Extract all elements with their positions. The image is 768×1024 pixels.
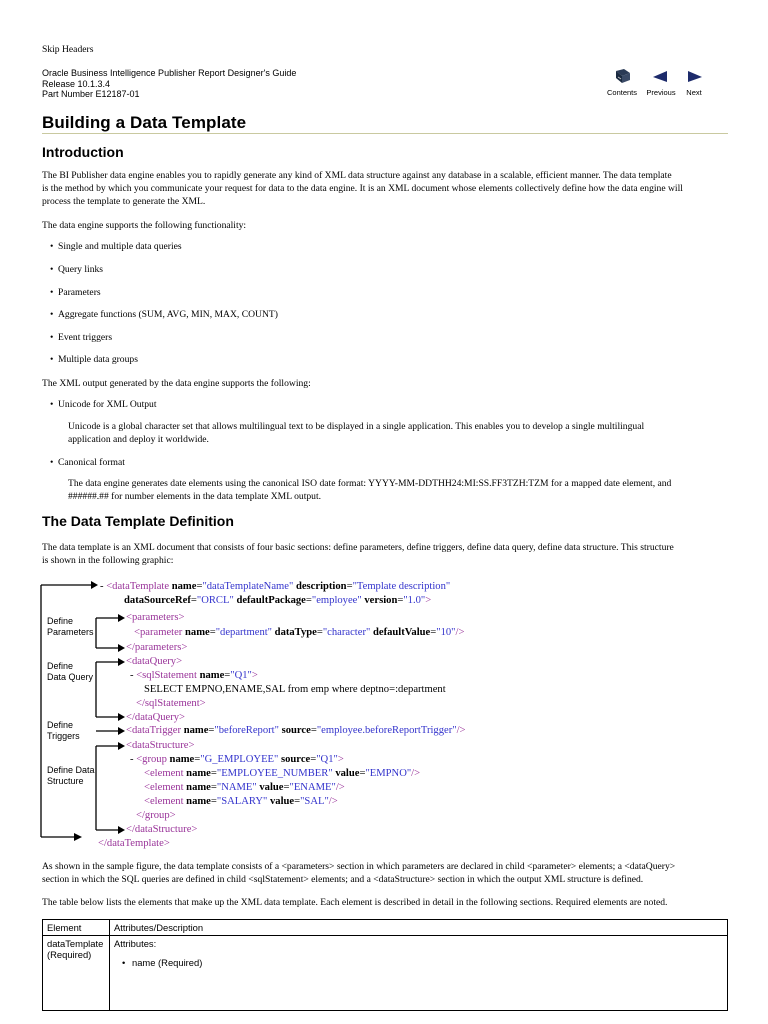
xml-value: "Template description"	[352, 581, 451, 592]
xml-attr: version	[364, 595, 398, 606]
xml-line: <dataTrigger name="beforeReport" source="employee.beforeReportTrigger"/>	[126, 725, 466, 736]
xml-value: "beforeReport"	[214, 725, 279, 736]
definition-p1-line1: The data template is an XML document that consists of four basic sections: define parameters, define triggers, define data query, define data structure. This structure	[42, 542, 674, 553]
xml-line: <dataQuery>	[126, 656, 183, 667]
xml-attr: value	[269, 796, 295, 807]
xml-attr: dataSourceRef	[124, 595, 191, 606]
xml-line: </dataQuery>	[126, 712, 186, 723]
release: Release 10.1.3.4	[42, 78, 111, 89]
intro-p3: The XML output generated by the data engine supports the following:	[42, 378, 311, 389]
label-define-triggers	[47, 720, 80, 742]
output-desc-line: The data engine generates date elements using the canonical ISO date format: YYYY-MM-DDTHH24:MI:SS.FF3TZH:TZM for a mapped date element, and	[68, 478, 672, 489]
xml-value: "employee"	[311, 595, 362, 606]
previous-label: Previous	[646, 88, 676, 97]
intro-paragraph	[42, 169, 683, 208]
list-item: • Unicode for XML Output	[50, 399, 157, 410]
intro-heading: Introduction	[42, 144, 124, 160]
collapse-dash: -	[130, 754, 134, 765]
xml-tag: parameter	[139, 627, 183, 638]
xml-attr: name	[199, 670, 225, 681]
definition-p3: The table below lists the elements that make up the XML data template. Each element is described in detail in the following sections. Required elements are noted.	[42, 897, 668, 908]
xml-attr: source	[281, 754, 311, 765]
xml-tag: dataQuery	[131, 656, 177, 667]
xml-value: "SAL"	[300, 796, 329, 807]
definition-p2-line1: As shown in the sample figure, the data template consists of a <parameters> section in which parameters are declared in child <parameter> elements; a <dataQuery>	[42, 861, 676, 872]
output-desc-line: application and deploy it worldwide.	[68, 434, 209, 445]
label-text: Triggers	[47, 731, 80, 741]
xml-attr: defaultValue	[372, 627, 431, 638]
definition-p2-line2: section in which the SQL queries are defined in child <sqlStatement> elements; and a <dataStructure> section in which the output XML structure is defined.	[42, 874, 644, 885]
elements-table	[42, 919, 728, 1011]
xml-value: "ORCL"	[196, 595, 234, 606]
xml-value: "EMPLOYEE_NUMBER"	[216, 768, 333, 779]
definition-p2	[42, 860, 675, 886]
title-divider	[42, 133, 728, 134]
label-text: Define	[47, 661, 74, 671]
output-desc-line: ######.## for number elements in the data template XML output.	[68, 491, 322, 502]
arrow-left-icon	[651, 68, 671, 84]
list-item: • name (Required)	[122, 957, 203, 968]
skip-headers-link[interactable]: Skip Headers	[42, 44, 94, 55]
label-text: Structure	[47, 776, 84, 786]
page-title: Building a Data Template	[42, 113, 247, 132]
xml-tag: dataTrigger	[131, 725, 182, 736]
xml-value: "employee.beforeReportTrigger"	[316, 725, 457, 736]
xml-value: "10"	[436, 627, 456, 638]
table-row	[43, 936, 728, 1011]
element-required: (Required)	[47, 949, 92, 960]
xml-attr: value	[259, 782, 284, 793]
intro-p1-line2: is the method by which you communicate your request for data to the data engine. It is an XML document whose elements collectively define how the data engine will	[42, 183, 683, 194]
list-item: • Aggregate functions (SUM, AVG, MIN, MAX, COUNT)	[50, 309, 278, 320]
xml-tag: group	[142, 754, 167, 765]
element-name: dataTemplate	[47, 938, 104, 949]
xml-line: <element name="EMPLOYEE_NUMBER" value="EMPNO"/>	[144, 768, 421, 779]
next-button[interactable]	[680, 68, 708, 98]
xml-attr: dataType	[274, 627, 317, 638]
list-item: • Multiple data groups	[50, 354, 138, 365]
xml-attr: name	[169, 754, 195, 765]
definition-heading: The Data Template Definition	[42, 513, 234, 529]
book-info	[42, 68, 296, 100]
attribute-item: name (Required)	[132, 957, 203, 968]
intro-p2: The data engine supports the following functionality:	[42, 220, 247, 231]
xml-line: <dataStructure>	[126, 740, 195, 751]
xml-value: "NAME"	[216, 782, 257, 793]
attributes-label: Attributes:	[114, 938, 157, 949]
output-desc	[68, 420, 644, 446]
list-item: • Parameters	[50, 287, 101, 298]
xml-tag: element	[149, 796, 184, 807]
xml-value: "Q1"	[316, 754, 338, 765]
definition-p1-line2: is shown in the following graphic:	[42, 555, 174, 566]
xml-tag: element	[149, 768, 184, 779]
xml-value: "dataTemplateName"	[202, 581, 294, 592]
xml-value: "character"	[322, 627, 371, 638]
table-cell-element	[43, 936, 110, 1011]
xml-attr: name	[185, 627, 210, 638]
collapse-dash: -	[100, 581, 104, 592]
xml-value: "1.0"	[403, 595, 426, 606]
xml-line: - <group name="G_EMPLOYEE" source="Q1">	[130, 754, 344, 765]
xml-attr: source	[281, 725, 311, 736]
label-text: Define Data	[47, 765, 95, 775]
xml-tag: parameters	[131, 612, 179, 623]
xml-line: <element name="SALARY" value="SAL"/>	[144, 796, 338, 807]
xml-value: "Q1"	[230, 670, 252, 681]
intro-p1-line3: process the template to generate the XML.	[42, 196, 206, 207]
output-desc	[68, 477, 671, 503]
label-text: Define	[47, 616, 74, 626]
nav-bar	[602, 68, 714, 100]
contents-label: Contents	[606, 88, 638, 97]
part-number: Part Number E12187-01	[42, 89, 140, 99]
label-text: Data Query	[47, 672, 94, 682]
xml-line: <parameter name="department" dataType="character" defaultValue="10"/>	[134, 627, 465, 638]
label-text: Define	[47, 720, 74, 730]
xml-attr: name	[171, 581, 197, 592]
xml-tag: sqlStatement	[142, 670, 197, 681]
xml-value: "G_EMPLOYEE"	[200, 754, 279, 765]
xml-attr: value	[335, 768, 360, 779]
xml-attr: description	[295, 581, 347, 592]
definition-paragraph	[42, 541, 674, 567]
xml-tag: group	[144, 810, 170, 821]
label-define-parameters	[47, 616, 94, 638]
xml-value: "EMPNO"	[365, 768, 412, 779]
book-title: Oracle Business Intelligence Publisher Report Designer's Guide	[42, 68, 297, 78]
list-item: • Query links	[50, 264, 104, 275]
data-template-diagram	[36, 576, 496, 848]
contents-button[interactable]	[602, 68, 642, 98]
xml-tag: dataTemplate	[112, 581, 170, 592]
table-header-cell: Element	[43, 920, 110, 936]
list-item: • Canonical format	[50, 457, 125, 468]
xml-tag: element	[149, 782, 184, 793]
xml-tag: dataStructure	[134, 824, 192, 835]
book-icon	[612, 68, 632, 84]
xml-tag: parameters	[134, 642, 182, 653]
table-header-cell: Attributes/Description	[110, 920, 728, 936]
xml-attr: name	[183, 725, 209, 736]
xml-tag: sqlStatement	[144, 698, 200, 709]
xml-line: <parameters>	[126, 612, 185, 623]
xml-tag: dataTemplate	[106, 838, 164, 849]
xml-line: <element name="NAME" value="ENAME"/>	[144, 782, 345, 793]
label-text: Parameters	[47, 627, 94, 637]
xml-attr: defaultPackage	[236, 595, 306, 606]
xml-value: "SALARY"	[216, 796, 268, 807]
sql-statement-text: SELECT EMPNO,ENAME,SAL from emp where deptno=:department	[144, 684, 446, 695]
table-cell-description	[110, 936, 728, 1011]
output-desc-line: Unicode is a global character set that allows multilingual text to be displayed in a single application. This enables you to develop a single multilingual	[68, 421, 645, 432]
list-item: • Event triggers	[50, 332, 113, 343]
intro-p1-line1: The BI Publisher data engine enables you to rapidly generate any kind of XML data structure against any database in a scalable, efficient manner. The data template	[42, 170, 672, 181]
xml-line: - <sqlStatement name="Q1">	[130, 670, 258, 681]
xml-tag: dataStructure	[131, 740, 189, 751]
xml-attr: name	[186, 782, 211, 793]
xml-line: </dataTemplate>	[98, 838, 170, 849]
arrow-right-icon	[684, 68, 704, 84]
xml-line: </sqlStatement>	[136, 698, 206, 709]
xml-tag: dataQuery	[134, 712, 180, 723]
xml-line: </dataStructure>	[126, 824, 198, 835]
next-label: Next	[686, 88, 702, 97]
previous-button[interactable]	[644, 68, 678, 98]
list-item: • Single and multiple data queries	[50, 241, 182, 252]
collapse-dash: -	[130, 670, 134, 681]
xml-line: dataSourceRef="ORCL" defaultPackage="employee" version="1.0">	[124, 595, 432, 606]
xml-line: </parameters>	[126, 642, 188, 653]
xml-value: "department"	[215, 627, 273, 638]
xml-line: </group>	[136, 810, 176, 821]
xml-attr: name	[186, 796, 211, 807]
table-header-row	[43, 920, 728, 936]
xml-line: - <dataTemplate name="dataTemplateName" description="Template description"	[100, 581, 451, 592]
xml-value: "ENAME"	[289, 782, 336, 793]
label-define-structure	[47, 765, 95, 787]
label-define-query	[47, 661, 93, 683]
xml-attr: name	[186, 768, 211, 779]
